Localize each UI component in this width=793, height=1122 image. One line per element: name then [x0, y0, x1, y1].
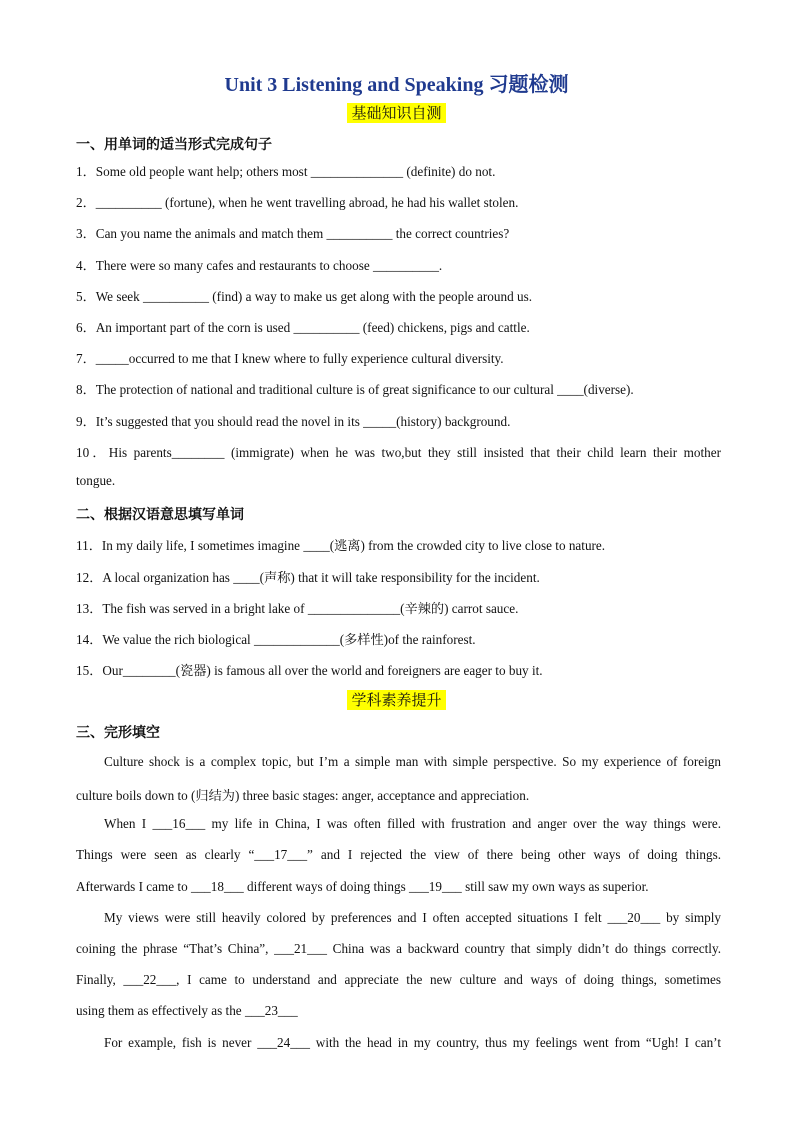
question-11: 11．In my daily life, I sometimes imagine ____(逃离) from the crowded city to live close to nature.	[76, 538, 606, 553]
passage-line: coining the phrase “That’s China”, ___21___ China was a backward country that simply didn’t do things correctly.	[76, 941, 721, 956]
passage-line: Culture shock is a complex topic, but I’m a simple man with simple perspective. So my experience of foreign	[104, 754, 721, 769]
banner-basic-knowledge	[0, 102, 793, 123]
passage-line: Finally, ___22___, I came to understand and appreciate the new culture and ways of doing things, sometimes	[76, 972, 721, 987]
question-1: 1．Some old people want help; others most ______________ (definite) do not.	[76, 164, 496, 179]
passage-line: When I ___16___ my life in China, I was often filled with frustration and anger over the way things were.	[104, 816, 721, 831]
question-6: 6．An important part of the corn is used __________ (feed) chickens, pigs and cattle.	[76, 320, 530, 335]
page-title: Unit 3 Listening and Speaking 习题检测	[224, 74, 569, 96]
banner-subject-literacy-text: 学科素养提升	[347, 690, 445, 710]
banner-subject-literacy	[0, 689, 793, 710]
question-15: 15．Our________(瓷器) is famous all over the world and foreigners are eager to buy it.	[76, 663, 543, 678]
question-9: 9．It’s suggested that you should read the novel in its _____(history) background.	[76, 414, 511, 429]
passage-line: My views were still heavily colored by preferences and I often accepted situations I felt ___20___ by simply	[104, 910, 721, 925]
passage-line: culture boils down to (归结为) three basic stages: anger, acceptance and appreciation.	[76, 788, 530, 803]
question-5: 5．We seek __________ (find) a way to make us get along with the people around us.	[76, 289, 532, 304]
section-heading-1: 一、用单词的适当形式完成句子	[76, 137, 272, 153]
passage-line: Things were seen as clearly “___17___” and I rejected the view of there being other ways of doing things.	[76, 847, 721, 862]
question-8: 8．The protection of national and traditional culture is of great significance to our cultural ____(diverse).	[76, 382, 634, 397]
passage-line: Afterwards I came to ___18___ different ways of doing things ___19___ still saw my own ways as superior.	[76, 879, 649, 894]
section-heading-3: 三、完形填空	[76, 725, 160, 741]
question-2: 2．__________ (fortune), when he went travelling abroad, he had his wallet stolen.	[76, 195, 519, 210]
banner-basic-knowledge-text: 基础知识自测	[347, 103, 445, 123]
question-10-continued: tongue.	[76, 473, 116, 488]
question-7: 7．_____occurred to me that I knew where to fully experience cultural diversity.	[76, 351, 504, 366]
question-4: 4．There were so many cafes and restaurants to choose __________.	[76, 258, 443, 273]
passage-line: For example, fish is never ___24___ with the head in my country, thus my feelings went from “Ugh! I can’t	[104, 1035, 721, 1050]
question-13: 13．The fish was served in a bright lake of ______________(辛辣的) carrot sauce.	[76, 601, 519, 616]
question-12: 12．A local organization has ____(声称) that it will take responsibility for the incident.	[76, 570, 540, 585]
passage-line: using them as effectively as the ___23___	[76, 1003, 298, 1018]
question-10: 10．His parents________ (immigrate) when he was two,but they still insisted that their child learn their mother	[76, 445, 721, 460]
question-3: 3．Can you name the animals and match them __________ the correct countries?	[76, 226, 510, 241]
section-heading-2: 二、根据汉语意思填写单词	[76, 507, 244, 523]
question-14: 14．We value the rich biological _____________(多样性)of the rainforest.	[76, 632, 476, 647]
